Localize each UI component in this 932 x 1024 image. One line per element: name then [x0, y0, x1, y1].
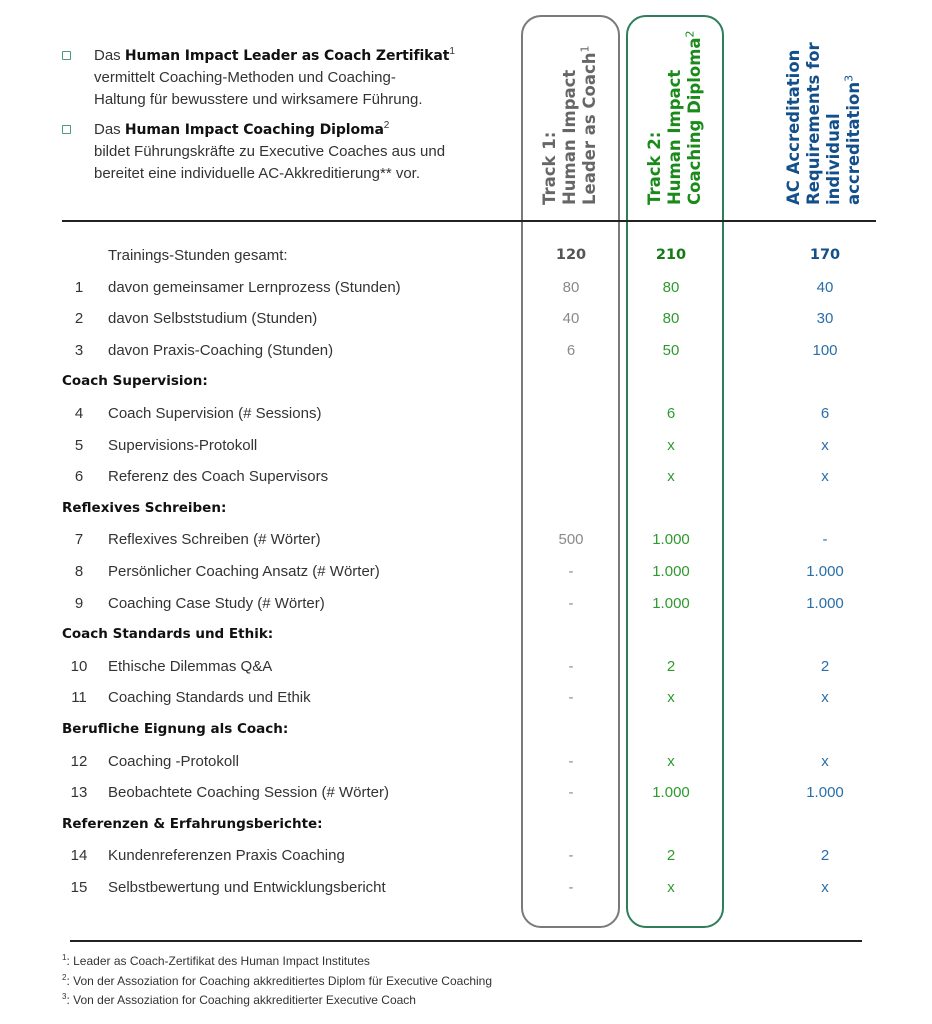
table-row — [0, 272, 932, 303]
total-row — [0, 240, 932, 271]
row-label: Coaching -Protokoll — [108, 752, 239, 770]
track2-value: 1.000 — [652, 784, 690, 802]
row-label: Kundenreferenzen Praxis Coaching — [108, 847, 345, 865]
row-number: 9 — [74, 594, 84, 612]
footnotes — [62, 952, 492, 1011]
track1-value: - — [568, 847, 574, 865]
table-row — [0, 872, 932, 903]
track1-value: 500 — [558, 531, 584, 549]
track1-value: 40 — [562, 310, 580, 328]
track2-value: x — [667, 689, 675, 707]
footnote-mark: 3 — [842, 74, 856, 82]
row-label: Coach Supervision (# Sessions) — [108, 405, 322, 422]
row-label: Reflexives Schreiben (# Wörter) — [108, 531, 321, 549]
track1-value: - — [568, 752, 574, 770]
row-label: Coaching Case Study (# Wörter) — [108, 594, 325, 612]
row-number: 4 — [74, 405, 84, 422]
track1-value: 80 — [562, 278, 580, 296]
table-row — [0, 840, 932, 871]
track2-value: x — [667, 436, 675, 454]
track1-value: - — [568, 784, 574, 802]
track2-value: x — [667, 879, 675, 896]
row-number: 7 — [74, 531, 84, 549]
ac-value: 30 — [816, 310, 834, 328]
row-number: 12 — [70, 752, 88, 770]
footnote-1: $^1$: Leader as Coach-Zertifikat des Human Impact Institutes — [62, 953, 370, 968]
ac-value: x — [821, 752, 829, 770]
row-label: Beobachtete Coaching Session (# Wörter) — [108, 784, 389, 802]
row-label: davon Selbststudium (Stunden) — [108, 310, 318, 328]
row-label: davon Praxis-Coaching (Stunden) — [108, 341, 334, 359]
track2-value: 6 — [666, 405, 676, 422]
ac-value: x — [821, 689, 829, 707]
row-label: Trainings-Stunden gesamt: — [108, 247, 288, 264]
row-number: 3 — [74, 341, 84, 359]
table-row — [0, 777, 932, 808]
row-label: Berufliche Eignung als Coach: — [62, 721, 289, 737]
bullet-first-line: Das Human Impact Coaching Diploma$^2$ — [94, 120, 390, 138]
row-number: 15 — [70, 879, 88, 896]
table-row — [0, 461, 932, 492]
program-name: Human Impact Coaching Diploma — [124, 122, 384, 138]
section-header-row — [0, 493, 932, 524]
table-row — [0, 682, 932, 713]
track2-value: 80 — [662, 278, 680, 296]
column-header-ac-accreditation: AC Accreditation Requirements for individual accreditation$^3$ — [784, 42, 863, 205]
section-header-row — [0, 619, 932, 650]
ac-value: 2 — [820, 847, 830, 865]
footnote-mark: 1 — [449, 46, 455, 57]
footnote-3: $^3$: Von der Assoziation for Coaching akkreditierter Executive Coach — [62, 992, 416, 1007]
footer-divider — [70, 940, 862, 942]
row-number: 6 — [74, 468, 84, 486]
footnote-mark: 2 — [683, 30, 697, 38]
program-name: Human Impact Leader as Coach Zertifikat — [124, 48, 450, 64]
intro-bullet-leader-as-coach — [60, 45, 510, 111]
row-label: Coach Standards und Ethik: — [62, 626, 274, 643]
track2-value: 1.000 — [652, 531, 690, 549]
ac-value: x — [821, 468, 829, 486]
row-number: 14 — [70, 847, 88, 865]
row-label: Coach Supervision: — [62, 373, 208, 390]
column-header-track2: Track 2: Human Impact Coaching Diploma$^2$ — [645, 30, 704, 205]
row-number: 8 — [74, 563, 84, 580]
table-row — [0, 303, 932, 334]
track1-value: - — [568, 563, 574, 580]
ac-value: 170 — [809, 247, 841, 263]
ac-value: 6 — [820, 405, 830, 422]
row-label: Referenz des Coach Supervisors — [108, 468, 329, 486]
table-row — [0, 335, 932, 366]
track1-value: - — [568, 594, 574, 612]
table-row — [0, 556, 932, 587]
row-label: Coaching Standards und Ethik — [108, 689, 311, 707]
row-number: 1 — [74, 278, 84, 296]
track1-value: 6 — [566, 341, 576, 359]
ac-value: 2 — [820, 657, 830, 675]
header-divider — [62, 220, 876, 222]
section-header-row — [0, 366, 932, 397]
row-number: 5 — [74, 436, 84, 454]
bullet-text-line: bereitet eine individuelle AC-Akkreditierung** vor. — [94, 165, 421, 182]
row-label: Referenzen & Erfahrungsberichte: — [62, 815, 323, 832]
track2-value: x — [667, 468, 675, 486]
ac-value: x — [821, 436, 829, 454]
track2-value: 1.000 — [652, 563, 690, 580]
track2-value: x — [667, 752, 675, 770]
track2-value: 2 — [666, 847, 676, 865]
ac-value: 40 — [816, 278, 834, 296]
track1-value: - — [568, 657, 574, 675]
row-label: Selbstbewertung und Entwicklungsbericht — [108, 879, 386, 896]
ac-value: 1.000 — [806, 594, 844, 612]
track2-value: 80 — [662, 310, 680, 328]
footnote-2: $^2$: Von der Assoziation for Coaching akkreditiertes Diplom für Executive Coaching — [62, 972, 493, 988]
bullet-text-line: vermittelt Coaching-Methoden und Coaching- — [94, 69, 396, 86]
row-label: Persönlicher Coaching Ansatz (# Wörter) — [108, 563, 380, 580]
table-row — [0, 398, 932, 429]
table-row — [0, 430, 932, 461]
footnote-mark: 1 — [578, 45, 592, 53]
footnote-mark: 2 — [383, 120, 390, 131]
bullet-text-line: Haltung für bewusstere und wirksamere Führung. — [94, 91, 423, 108]
table-row — [0, 524, 932, 555]
ac-value: 100 — [812, 341, 838, 359]
track2-value: 50 — [662, 341, 680, 359]
square-bullet-icon — [62, 125, 71, 134]
bullet-text-line: bildet Führungskräfte zu Executive Coaches aus und — [94, 143, 446, 160]
track2-value: 210 — [655, 247, 687, 263]
intro-bullet-coaching-diploma — [60, 119, 510, 185]
track1-value: - — [568, 879, 574, 896]
ac-value: - — [822, 531, 828, 549]
row-label: Ethische Dilemmas Q&A — [108, 657, 273, 675]
table-row — [0, 588, 932, 619]
row-label: davon gemeinsamer Lernprozess (Stunden) — [108, 278, 401, 296]
row-label: Reflexives Schreiben: — [62, 499, 227, 516]
row-number: 11 — [71, 689, 87, 707]
table-row — [0, 651, 932, 682]
track1-value: 120 — [555, 247, 587, 263]
square-bullet-icon — [62, 51, 71, 60]
track1-value: - — [568, 689, 574, 707]
ac-value: x — [821, 879, 829, 896]
row-number: 2 — [74, 310, 84, 328]
section-header-row — [0, 809, 932, 840]
row-label: Supervisions-Protokoll — [108, 436, 258, 454]
intro-section — [60, 45, 510, 193]
row-number: 10 — [70, 657, 88, 675]
section-header-row — [0, 714, 932, 745]
bullet-first-line: Das Human Impact Leader as Coach Zertifikat$^1$ — [94, 46, 455, 64]
ac-value: 1.000 — [806, 563, 844, 580]
ac-value: 1.000 — [806, 784, 844, 802]
column-header-track1: Track 1: Human Impact Leader as Coach$^1$ — [540, 45, 599, 205]
table-row — [0, 746, 932, 777]
row-number: 13 — [70, 784, 88, 802]
track2-value: 1.000 — [652, 594, 690, 612]
track2-value: 2 — [666, 657, 676, 675]
